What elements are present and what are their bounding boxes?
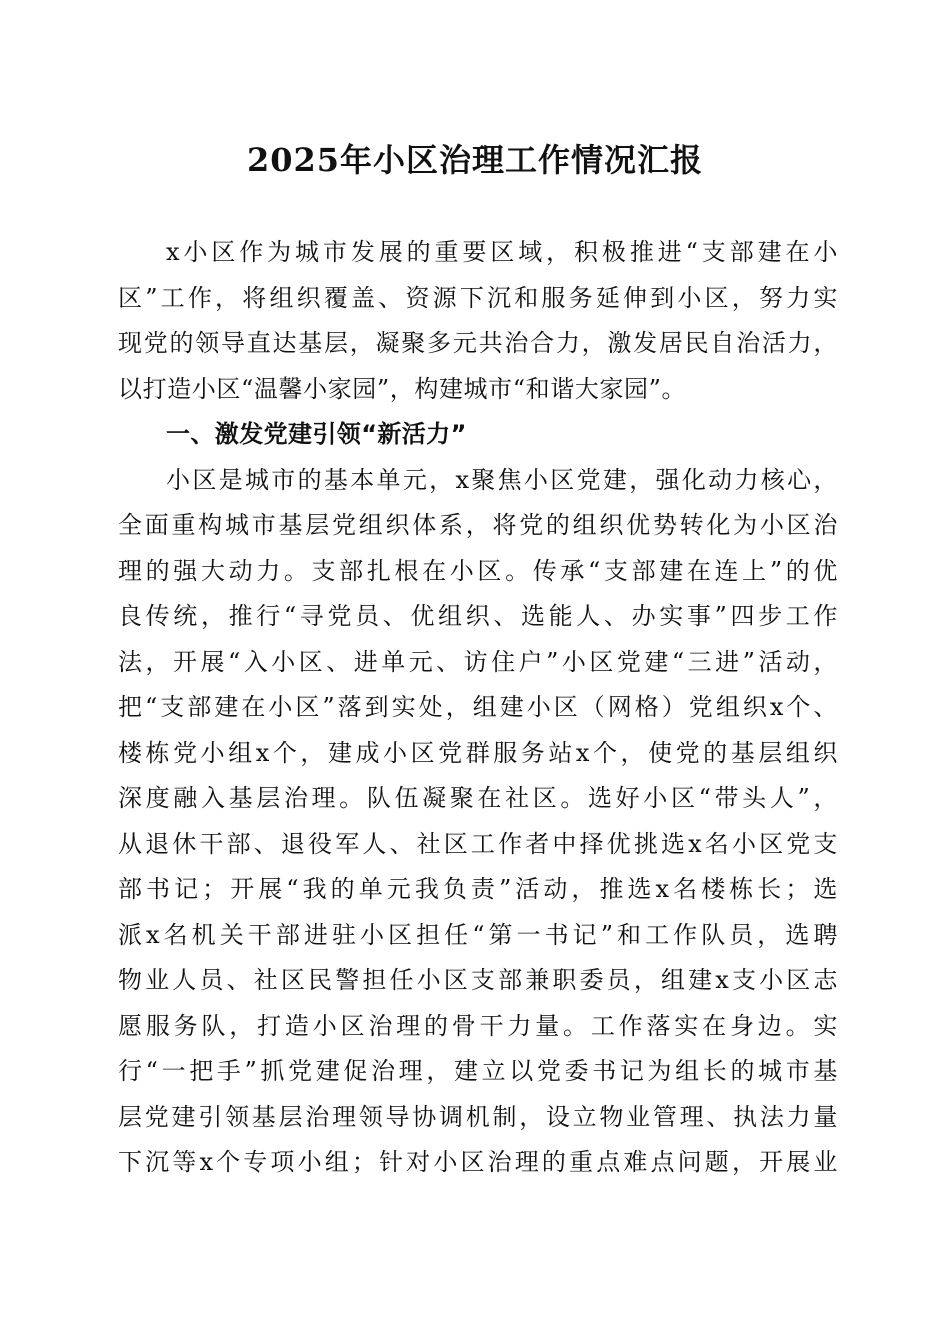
section-line: 派x名机关干部进驻小区担任“第一书记”和工作队员，选聘 <box>118 920 838 949</box>
section-line: 层党建引领基层治理领导协调机制，设立物业管理、执法力量 <box>118 1102 838 1131</box>
section-line: 良传统，推行“寻党员、优组织、选能人、办实事”四步工作 <box>118 602 838 630</box>
section-line: 理的强大动力。支部扎根在小区。传承“支部建在连上”的优 <box>118 556 838 585</box>
section-line: 部书记；开展“我的单元我负责”活动，推选x名楼栋长；选 <box>118 875 838 903</box>
section-line: 愿服务队，打造小区治理的骨干力量。工作落实在身边。实 <box>118 1011 838 1040</box>
intro-line: 以打造小区“温馨小家园”，构建城市“和谐大家园”。 <box>118 374 687 403</box>
intro-line: x小区作为城市发展的重要区域，积极推进“支部建在小 <box>166 238 838 266</box>
document-title: 2025年小区治理工作情况汇报 <box>246 141 704 179</box>
section-line: 把“支部建在小区”落到实处，组建小区（网格）党组织x个、 <box>118 693 838 721</box>
section-line: 物业人员、社区民警担任小区支部兼职委员，组建x支小区志 <box>118 966 838 994</box>
section-line: 深度融入基层治理。队伍凝聚在社区。选好小区“带头人”， <box>118 784 838 812</box>
section-line: 行“一把手”抓党建促治理，建立以党委书记为组长的城市基 <box>118 1057 838 1085</box>
section-line: 小区是城市的基本单元，x聚焦小区党建，强化动力核心， <box>166 465 838 494</box>
section-line: 从退休干部、退役军人、社区工作者中择优挑选x名小区党支 <box>118 829 838 858</box>
intro-line: 现党的领导直达基层，凝聚多元共治合力，激发居民自治活力， <box>118 329 838 357</box>
section-line: 法，开展“入小区、进单元、访住户”小区党建“三进”活动， <box>118 647 838 676</box>
section-line: 全面重构城市基层党组织体系，将党的组织优势转化为小区治 <box>118 511 838 539</box>
section-heading: 一、激发党建引领“新活力” <box>166 420 467 448</box>
document-body <box>118 230 838 1186</box>
intro-line: 区”工作，将组织覆盖、资源下沉和服务延伸到小区，努力实 <box>118 283 838 312</box>
section-line: 楼栋党小组x个，建成小区党群服务站x个，使党的基层组织 <box>118 738 838 767</box>
section-line: 下沉等x个专项小组；针对小区治理的重点难点问题，开展业 <box>118 1148 838 1176</box>
